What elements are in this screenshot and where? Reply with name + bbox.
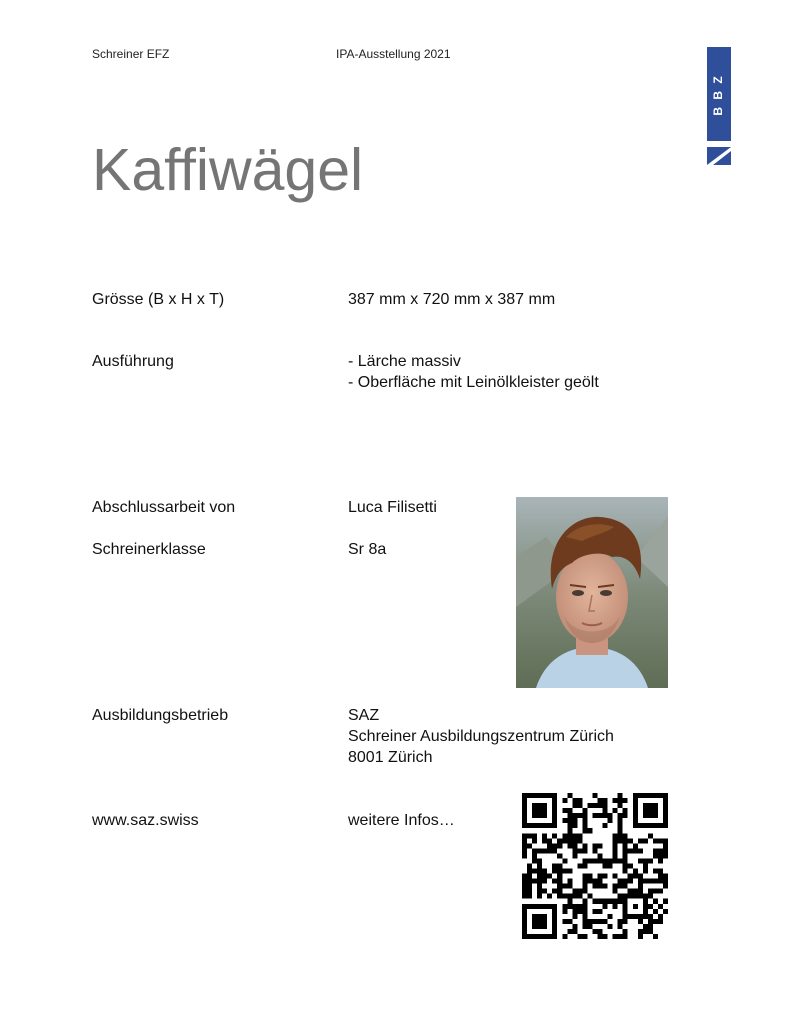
class-value: Sr 8a <box>348 541 387 558</box>
execution-line: - Oberfläche mit Leinölkleister geölt <box>348 374 599 391</box>
class-label: Schreinerklasse <box>92 541 206 558</box>
company-line: Schreiner Ausbildungszentrum Zürich <box>348 728 614 745</box>
company-line: 8001 Zürich <box>348 749 433 766</box>
company-label: Ausbildungsbetrieb <box>92 707 229 724</box>
size-value: 387 mm x 720 mm x 387 mm <box>348 291 556 308</box>
logo-text: B B Z <box>711 74 726 116</box>
execution-value <box>348 351 599 393</box>
author-label: Abschlussarbeit von <box>92 499 236 516</box>
author-value: Luca Filisetti <box>348 499 437 516</box>
page-title: Kaffiwägel <box>92 137 364 203</box>
company-line: SAZ <box>348 707 380 724</box>
execution-label: Ausführung <box>92 353 174 370</box>
more-info-text: weitere Infos… <box>348 812 455 829</box>
company-value <box>348 705 614 768</box>
header-left: Schreiner EFZ <box>92 47 170 61</box>
website-link[interactable]: www.saz.swiss <box>92 812 199 829</box>
header-center: IPA-Ausstellung 2021 <box>336 47 451 61</box>
qr-code[interactable] <box>522 793 668 939</box>
portrait-photo <box>516 497 668 688</box>
size-label: Grösse (B x H x T) <box>92 291 225 308</box>
bbz-logo <box>707 47 731 165</box>
execution-line: - Lärche massiv <box>348 353 461 370</box>
